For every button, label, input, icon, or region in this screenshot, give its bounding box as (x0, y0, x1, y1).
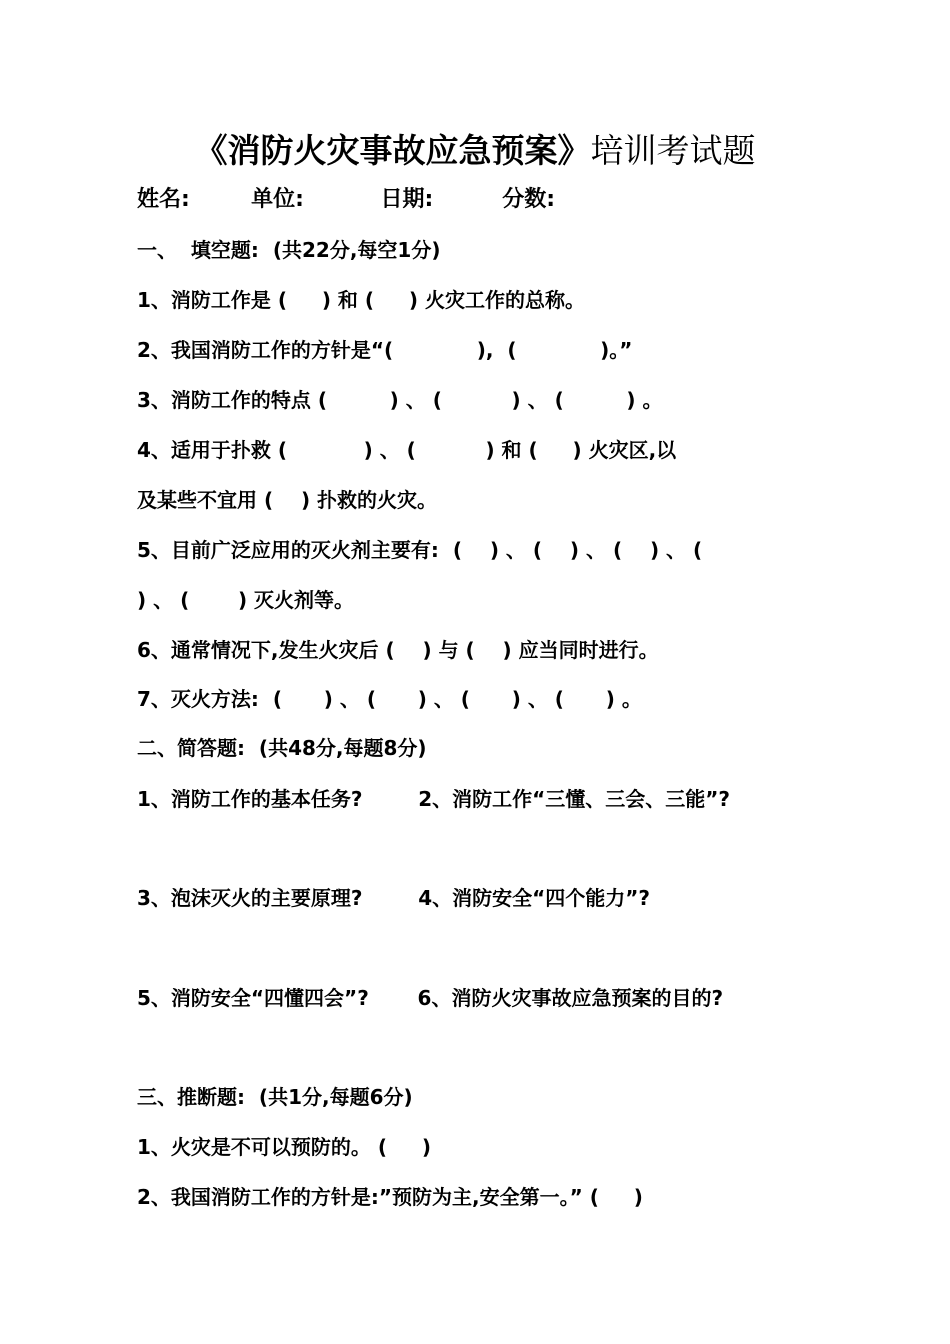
short-answer-row-2: 3、泡沫灭火的主要原理? 4、消防安全“四个能力”? (137, 886, 651, 910)
short-answer-row-3: 5、消防安全“四懂四会”? 6、消防火灾事故应急预案的目的? (137, 986, 724, 1010)
section-2-heading: 二、简答题: (共48分,每题8分) (137, 736, 427, 760)
header-fields: 姓名: 单位: 日期: 分数: (137, 187, 555, 212)
document-title (0, 130, 950, 172)
fill-question-2: 2、我国消防工作的方针是“( ), ( )。” (137, 338, 633, 362)
short-answer-row-1: 1、消防工作的基本任务? 2、消防工作“三懂、三会、三能”? (137, 787, 731, 811)
fill-question-5: 5、目前广泛应用的灭火剂主要有: ( ) 、 ( ) 、 ( ) 、 ( (137, 538, 703, 562)
title-bold: 《消防火灾事故应急预案》 (194, 131, 591, 170)
judge-question-1: 1、火灾是不可以预防的。 ( ) (137, 1135, 431, 1159)
fill-question-5-cont: ) 、 ( ) 灭火剂等。 (137, 588, 355, 612)
section-3-heading: 三、推断题: (共1分,每题6分) (137, 1085, 413, 1109)
fill-question-1: 1、消防工作是 ( ) 和 ( ) 火灾工作的总称。 (137, 288, 585, 312)
fill-question-7: 7、灭火方法: ( ) 、 ( ) 、 ( ) 、 ( ) 。 (137, 687, 642, 711)
judge-question-2: 2、我国消防工作的方针是:”预防为主,安全第一。” ( ) (137, 1185, 643, 1209)
fill-question-4: 4、适用于扑救 ( ) 、 ( ) 和 ( ) 火灾区,以 (137, 438, 677, 462)
title-normal: 培训考试题 (590, 131, 756, 170)
section-1-heading: 一、 填空题: (共22分,每空1分) (137, 238, 441, 262)
fill-question-3: 3、消防工作的特点 ( ) 、 ( ) 、 ( ) 。 (137, 388, 663, 412)
fill-question-6: 6、通常情况下,发生火灾后 ( ) 与 ( ) 应当同时进行。 (137, 638, 659, 662)
fill-question-4-cont: 及某些不宜用 ( ) 扑救的火灾。 (137, 488, 438, 512)
